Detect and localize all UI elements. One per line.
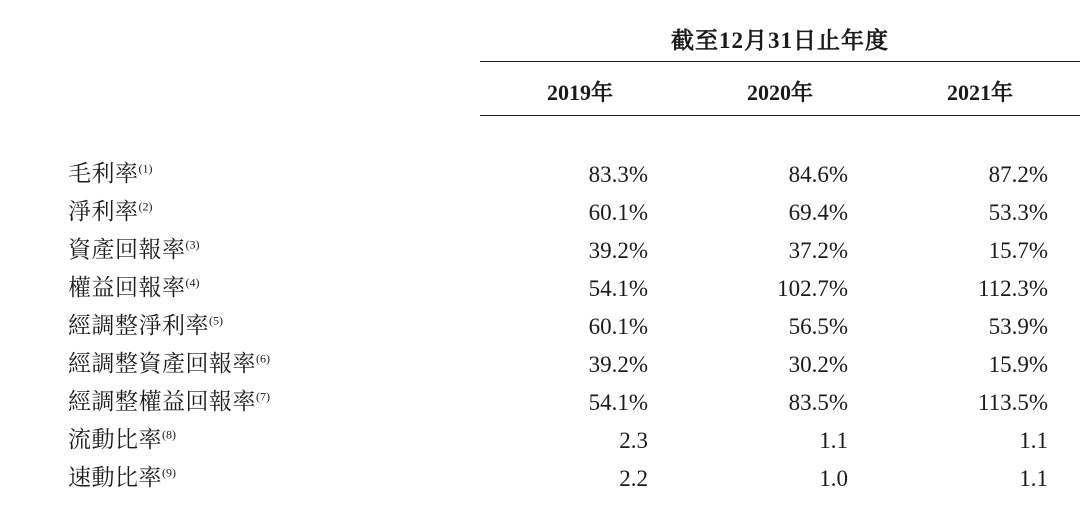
table-row	[0, 378, 1080, 416]
column-header-2021-label: 2021年	[946, 80, 1013, 105]
row-value-2019: 54.1%	[588, 276, 648, 301]
row-value-2020: 30.2%	[788, 352, 848, 377]
row-value-2021: 15.7%	[988, 238, 1048, 263]
row-label-text: 權益回報率	[68, 275, 186, 300]
row-label-text: 經調整權益回報率	[68, 389, 256, 414]
row-value-2019: 2.3	[619, 428, 648, 453]
row-label-text: 速動比率	[68, 465, 162, 490]
row-label-note: (7)	[256, 389, 270, 404]
row-label	[0, 340, 480, 378]
row-value-2021: 53.9%	[988, 314, 1048, 339]
row-label-note: (8)	[162, 427, 176, 442]
row-label	[0, 416, 480, 454]
row-value-2020: 69.4%	[788, 200, 848, 225]
row-label-note: (1)	[138, 161, 153, 176]
row-value-2021: 87.2%	[988, 162, 1048, 187]
row-label-note: (4)	[185, 275, 200, 290]
row-value-2019: 2.2	[619, 466, 648, 491]
row-value-2020: 102.7%	[777, 276, 848, 301]
row-label	[0, 150, 480, 188]
row-label-text: 經調整資產回報率	[68, 351, 256, 376]
row-label-text: 淨利率	[68, 199, 139, 224]
row-label	[0, 302, 480, 340]
row-label	[0, 226, 480, 264]
row-value-2021: 1.1	[1019, 428, 1048, 453]
row-value-2019: 39.2%	[588, 352, 648, 377]
table-row	[0, 150, 1080, 188]
row-value-2020: 37.2%	[788, 238, 848, 263]
header-group-label: 截至12月31日止年度	[671, 28, 889, 53]
row-label-note: (6)	[256, 351, 270, 366]
row-value-2020: 56.5%	[788, 314, 848, 339]
column-header-2020-label: 2020年	[746, 80, 813, 105]
row-label	[0, 378, 480, 416]
body-gap-row	[0, 116, 1080, 150]
table-row	[0, 188, 1080, 226]
row-label-note: (3)	[185, 237, 200, 252]
row-value-2019: 39.2%	[588, 238, 648, 263]
row-label-note: (9)	[162, 465, 176, 480]
row-value-2021: 53.3%	[988, 200, 1048, 225]
column-header-2019	[480, 62, 680, 115]
row-label	[0, 454, 480, 492]
row-value-2019: 54.1%	[588, 390, 648, 415]
row-value-2021: 15.9%	[988, 352, 1048, 377]
row-label	[0, 188, 480, 226]
row-label-text: 毛利率	[68, 161, 139, 186]
table-row	[0, 226, 1080, 264]
header-group-row	[0, 22, 1080, 61]
row-value-2020: 1.1	[819, 428, 848, 453]
top-spacer-row	[0, 0, 1080, 22]
column-header-row	[0, 62, 1080, 115]
table-row	[0, 416, 1080, 454]
row-value-2021: 113.5%	[977, 390, 1048, 415]
row-label	[0, 264, 480, 302]
row-value-2020: 84.6%	[788, 162, 848, 187]
row-label-text: 流動比率	[68, 427, 162, 452]
row-label-note: (2)	[138, 199, 153, 214]
row-label-text: 資產回報率	[68, 237, 186, 262]
row-value-2019: 60.1%	[588, 314, 648, 339]
table-row	[0, 302, 1080, 340]
row-value-2021: 112.3%	[977, 276, 1048, 301]
row-value-2020: 83.5%	[788, 390, 848, 415]
row-value-2019: 83.3%	[588, 162, 648, 187]
column-header-2019-label: 2019年	[546, 80, 613, 105]
table-row	[0, 340, 1080, 378]
column-header-2020	[680, 62, 880, 115]
row-value-2020: 1.0	[819, 466, 848, 491]
row-value-2019: 60.1%	[588, 200, 648, 225]
table-row	[0, 264, 1080, 302]
row-label-text: 經調整淨利率	[68, 313, 209, 338]
row-value-2021: 1.1	[1019, 466, 1048, 491]
column-header-2021	[880, 62, 1080, 115]
row-label-note: (5)	[209, 313, 223, 328]
table-row	[0, 454, 1080, 492]
